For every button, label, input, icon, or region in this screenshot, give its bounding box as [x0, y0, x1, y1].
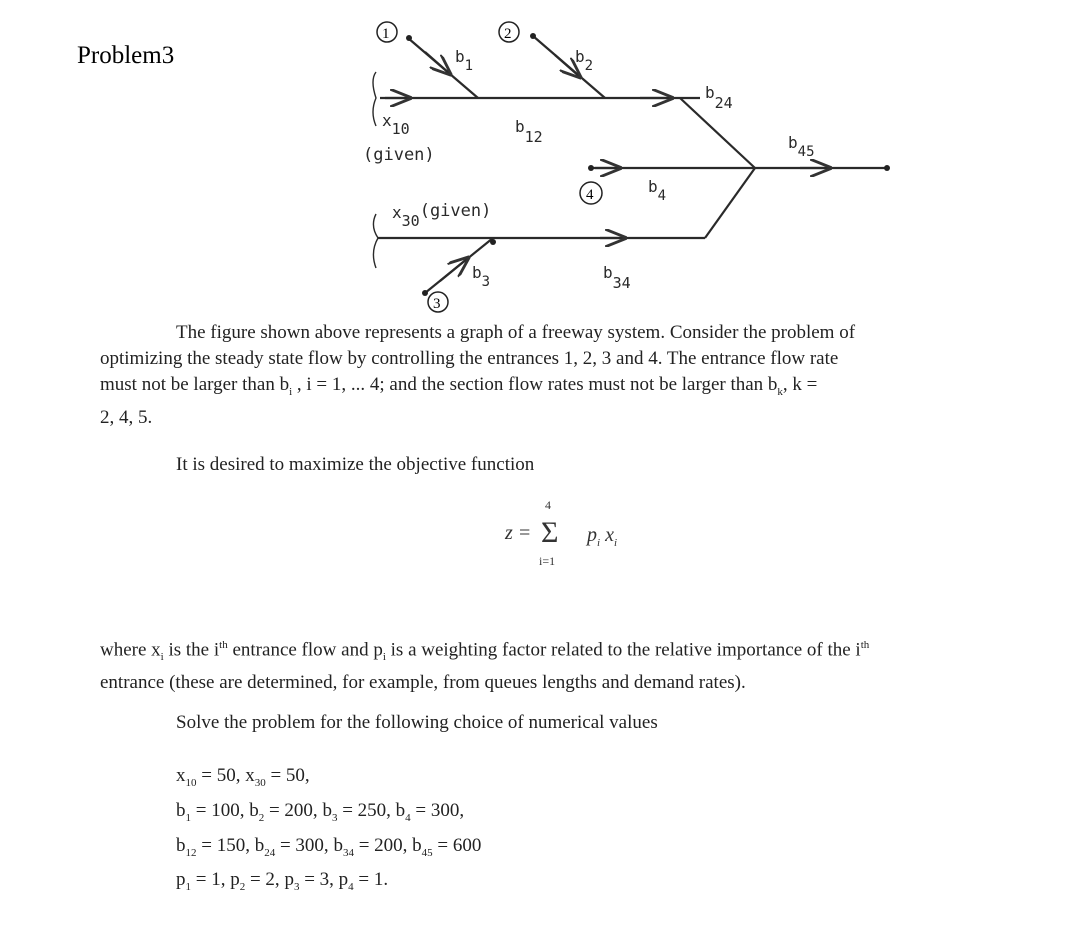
label-b1: b	[455, 47, 465, 66]
svg-text:b4: b4	[648, 177, 667, 204]
given-label-1: (given)	[363, 145, 435, 165]
objective-intro: It is desired to maximize the objective function	[176, 454, 535, 475]
svg-text:b24: b24	[705, 83, 733, 112]
objective-formula: 4 z = Σ i=1 $p_i$ $x_i$	[505, 498, 618, 568]
label-b45: b	[788, 133, 798, 152]
svg-text:x30(given): x30(given)	[392, 201, 492, 230]
label-x10: x	[382, 111, 392, 130]
node-label-1: 1	[382, 26, 390, 42]
node-label-4: 4	[586, 187, 594, 203]
svg-text:b2: b2	[575, 47, 594, 74]
svg-text:x10: x10	[382, 111, 410, 138]
numerical-values	[176, 762, 481, 901]
label-b34: b	[603, 263, 613, 282]
problem-title: Problem3	[77, 42, 175, 69]
values-row-x: $x_{10} = 50$, $x_{30} = 50$,	[176, 765, 310, 789]
label-b12: b	[515, 117, 525, 136]
label-b4: b	[648, 177, 658, 196]
label-b3: b	[472, 263, 482, 282]
paragraph-where: where $x_i$ is the $i^{th}$ entrance flow and $p_i$ is a weighting factor related to the relative importance of the $i^{th}$ entrance (these are determined, for example, from queues lengths and demand rates).	[100, 639, 870, 694]
label-x30: x	[392, 203, 402, 222]
label-b2: b	[575, 47, 585, 66]
svg-text:b12: b12	[515, 117, 543, 146]
svg-text:b45: b45	[788, 133, 815, 160]
node-label-3: 3	[433, 296, 441, 312]
given-label-2: (given)	[419, 201, 492, 221]
paragraph-description: The figure shown above represents a graph of a freeway system. Consider the problem of optimizing the steady state flow by controlling the entrances 1, 2, 3 and 4. The entrance flow rate must not be larger than $b_i$ , i = 1, ... 4; and the section flow rates must not be larger than $b_k$, k = 2, 4, 5.	[100, 322, 856, 428]
solve-instruction: Solve the problem for the following choice of numerical values	[176, 712, 658, 733]
freeway-graph-diagram	[0, 0, 1080, 330]
node-label-2: 2	[504, 26, 512, 42]
svg-text:b1: b1	[455, 47, 474, 74]
svg-text:b34: b34	[603, 263, 631, 292]
label-b24: b	[705, 83, 715, 102]
values-row-b-entrance: $b_1 = 100$, $b_2 = 200$, $b_3 = 250$, $b_4 = 300$,	[176, 799, 465, 824]
values-row-b-section: $b_{12} = 150$, $b_{24} = 300$, $b_{34} = 200$, $b_{45} = 600$	[176, 834, 482, 859]
svg-text:b3: b3	[472, 263, 491, 290]
values-row-p: $p_1 = 1$, $p_2 = 2$, $p_3 = 3$, $p_4 = 1$.	[176, 869, 389, 894]
